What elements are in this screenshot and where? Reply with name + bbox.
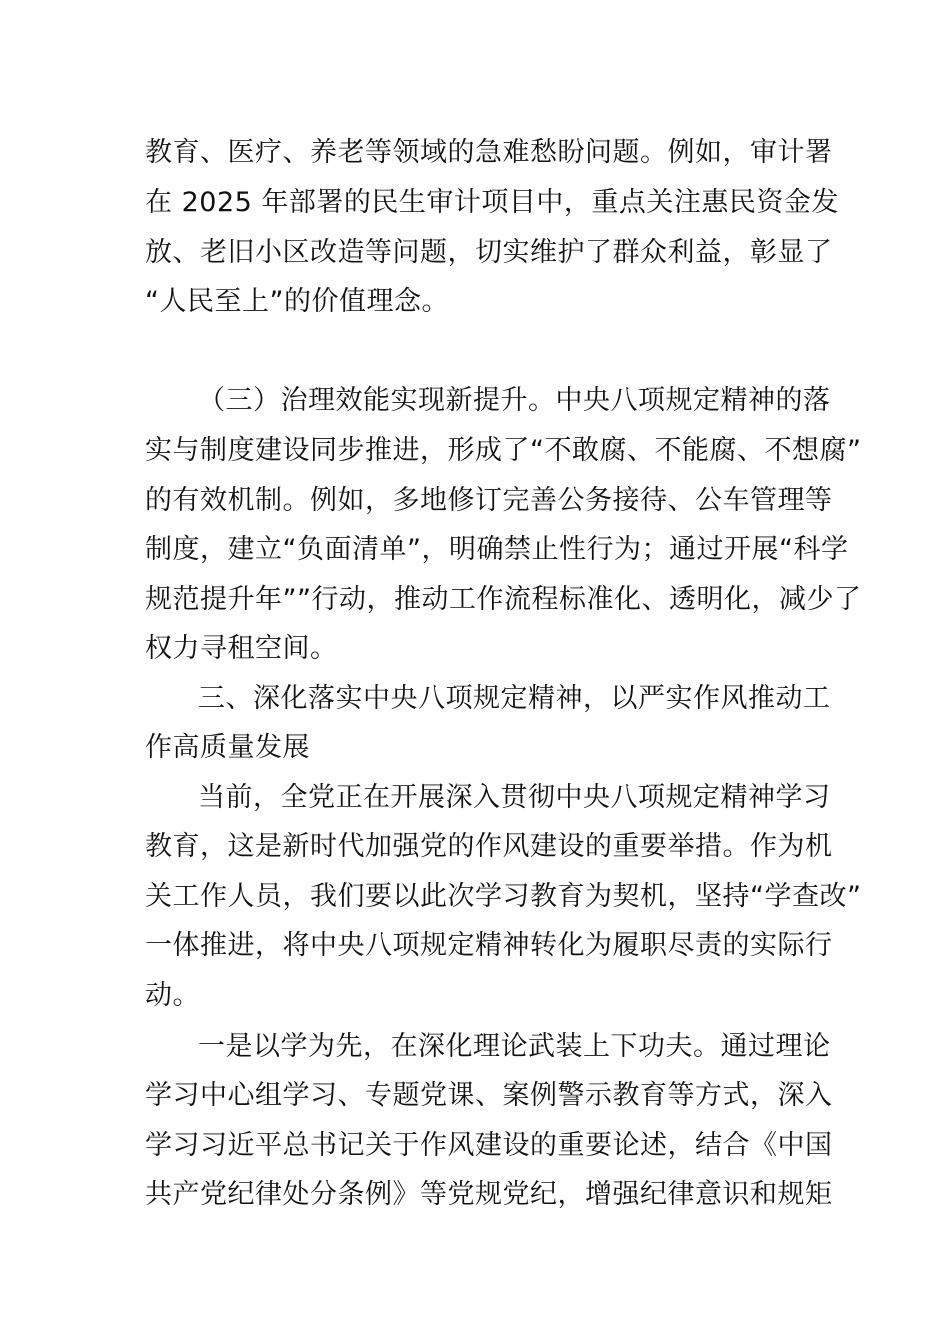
text-line: 教育、医疗、养老等领域的急难愁盼问题。例如，审计署: [145, 137, 833, 168]
text-line: 一体推进，将中央八项规定精神转化为履职尽责的实际行: [145, 930, 833, 961]
text-line: 教育，这是新时代加强党的作风建设的重要举措。作为机: [145, 831, 833, 862]
text-line: 实与制度建设同步推进，形成了“不敢腐、不能腐、不想腐”: [145, 435, 862, 466]
text-line: 权力寻租空间。: [145, 633, 338, 664]
text-line: 当前，全党正在开展深入贯彻中央八项规定精神学习: [198, 782, 831, 813]
text-line: “人民至上”的价值理念。: [145, 286, 449, 317]
text-line: 在 2025 年部署的民生审计项目中，重点关注惠民资金发: [145, 187, 839, 218]
subsection-heading-line: （三）治理效能实现新提升。中央八项规定精神的落: [198, 385, 831, 416]
text-line: 学习中心组学习、专题党课、案例警示教育等方式，深入: [145, 1080, 833, 1111]
text-line: 动。: [145, 980, 200, 1011]
section-heading-line: 三、深化落实中央八项规定精神，以严实作风推动工: [198, 683, 831, 714]
text-line: 制度，建立“负面清单”，明确禁止性行为；通过开展“科学: [145, 534, 849, 565]
text-line: 关工作人员，我们要以此次学习教育为契机，坚持“学查改”: [145, 881, 862, 912]
section-heading-line: 作高质量发展: [145, 732, 310, 763]
text-line: 的有效机制。例如，多地修订完善公务接待、公车管理等: [145, 485, 833, 516]
text-line: 放、老旧小区改造等问题，切实维护了群众利益，彰显了: [145, 237, 833, 268]
text-line: 规范提升年””行动，推动工作流程标准化、透明化，减少了: [145, 584, 862, 615]
text-line: 学习习近平总书记关于作风建设的重要论述，结合《中国: [145, 1130, 833, 1161]
text-line: 共产党纪律处分条例》等党规党纪，增强纪律意识和规矩: [145, 1179, 833, 1210]
text-line: 一是以学为先，在深化理论武装上下功夫。通过理论: [198, 1031, 831, 1062]
